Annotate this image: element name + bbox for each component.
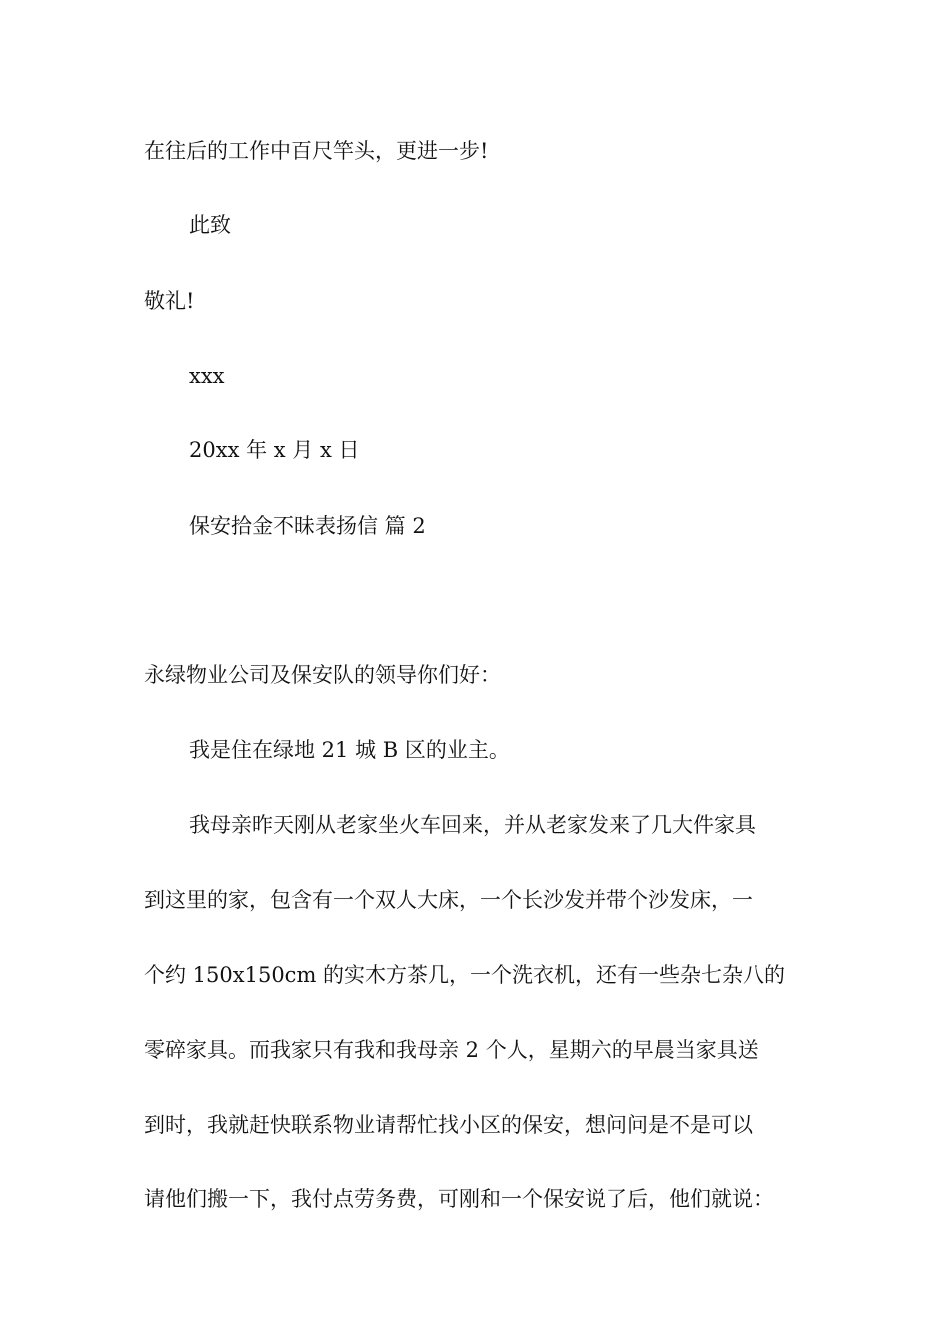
body-paragraph-line: 到这里的家，包含有一个双人大床，一个长沙发并带个沙发床，一 (144, 888, 753, 912)
date-line: 20xx 年 x 月 x 日 (189, 438, 360, 462)
body-paragraph-line: 我是住在绿地 21 城 B 区的业主。 (189, 738, 510, 762)
section-title: 保安拾金不昧表扬信 篇 2 (189, 514, 426, 538)
salutation-line: 此致 (189, 213, 231, 237)
regards-line: 敬礼! (144, 289, 195, 313)
body-paragraph-line: 我母亲昨天刚从老家坐火车回来，并从老家发来了几大件家具 (189, 813, 756, 837)
body-paragraph-line: 个约 150x150cm 的实木方茶几，一个洗衣机，还有一些杂七杂八的 (144, 963, 786, 987)
letter-greeting: 永绿物业公司及保安队的领导你们好： (144, 663, 501, 687)
body-paragraph-line: 请他们搬一下，我付点劳务费，可刚和一个保安说了后，他们就说： (144, 1187, 774, 1211)
body-paragraph-line: 到时，我就赶快联系物业请帮忙找小区的保安，想问问是不是可以 (144, 1113, 753, 1137)
closing-wish-line: 在往后的工作中百尺竿头，更进一步! (144, 139, 489, 163)
signature-line: xxx (189, 364, 225, 388)
body-paragraph-line: 零碎家具。而我家只有我和我母亲 2 个人，星期六的早晨当家具送 (144, 1038, 759, 1062)
